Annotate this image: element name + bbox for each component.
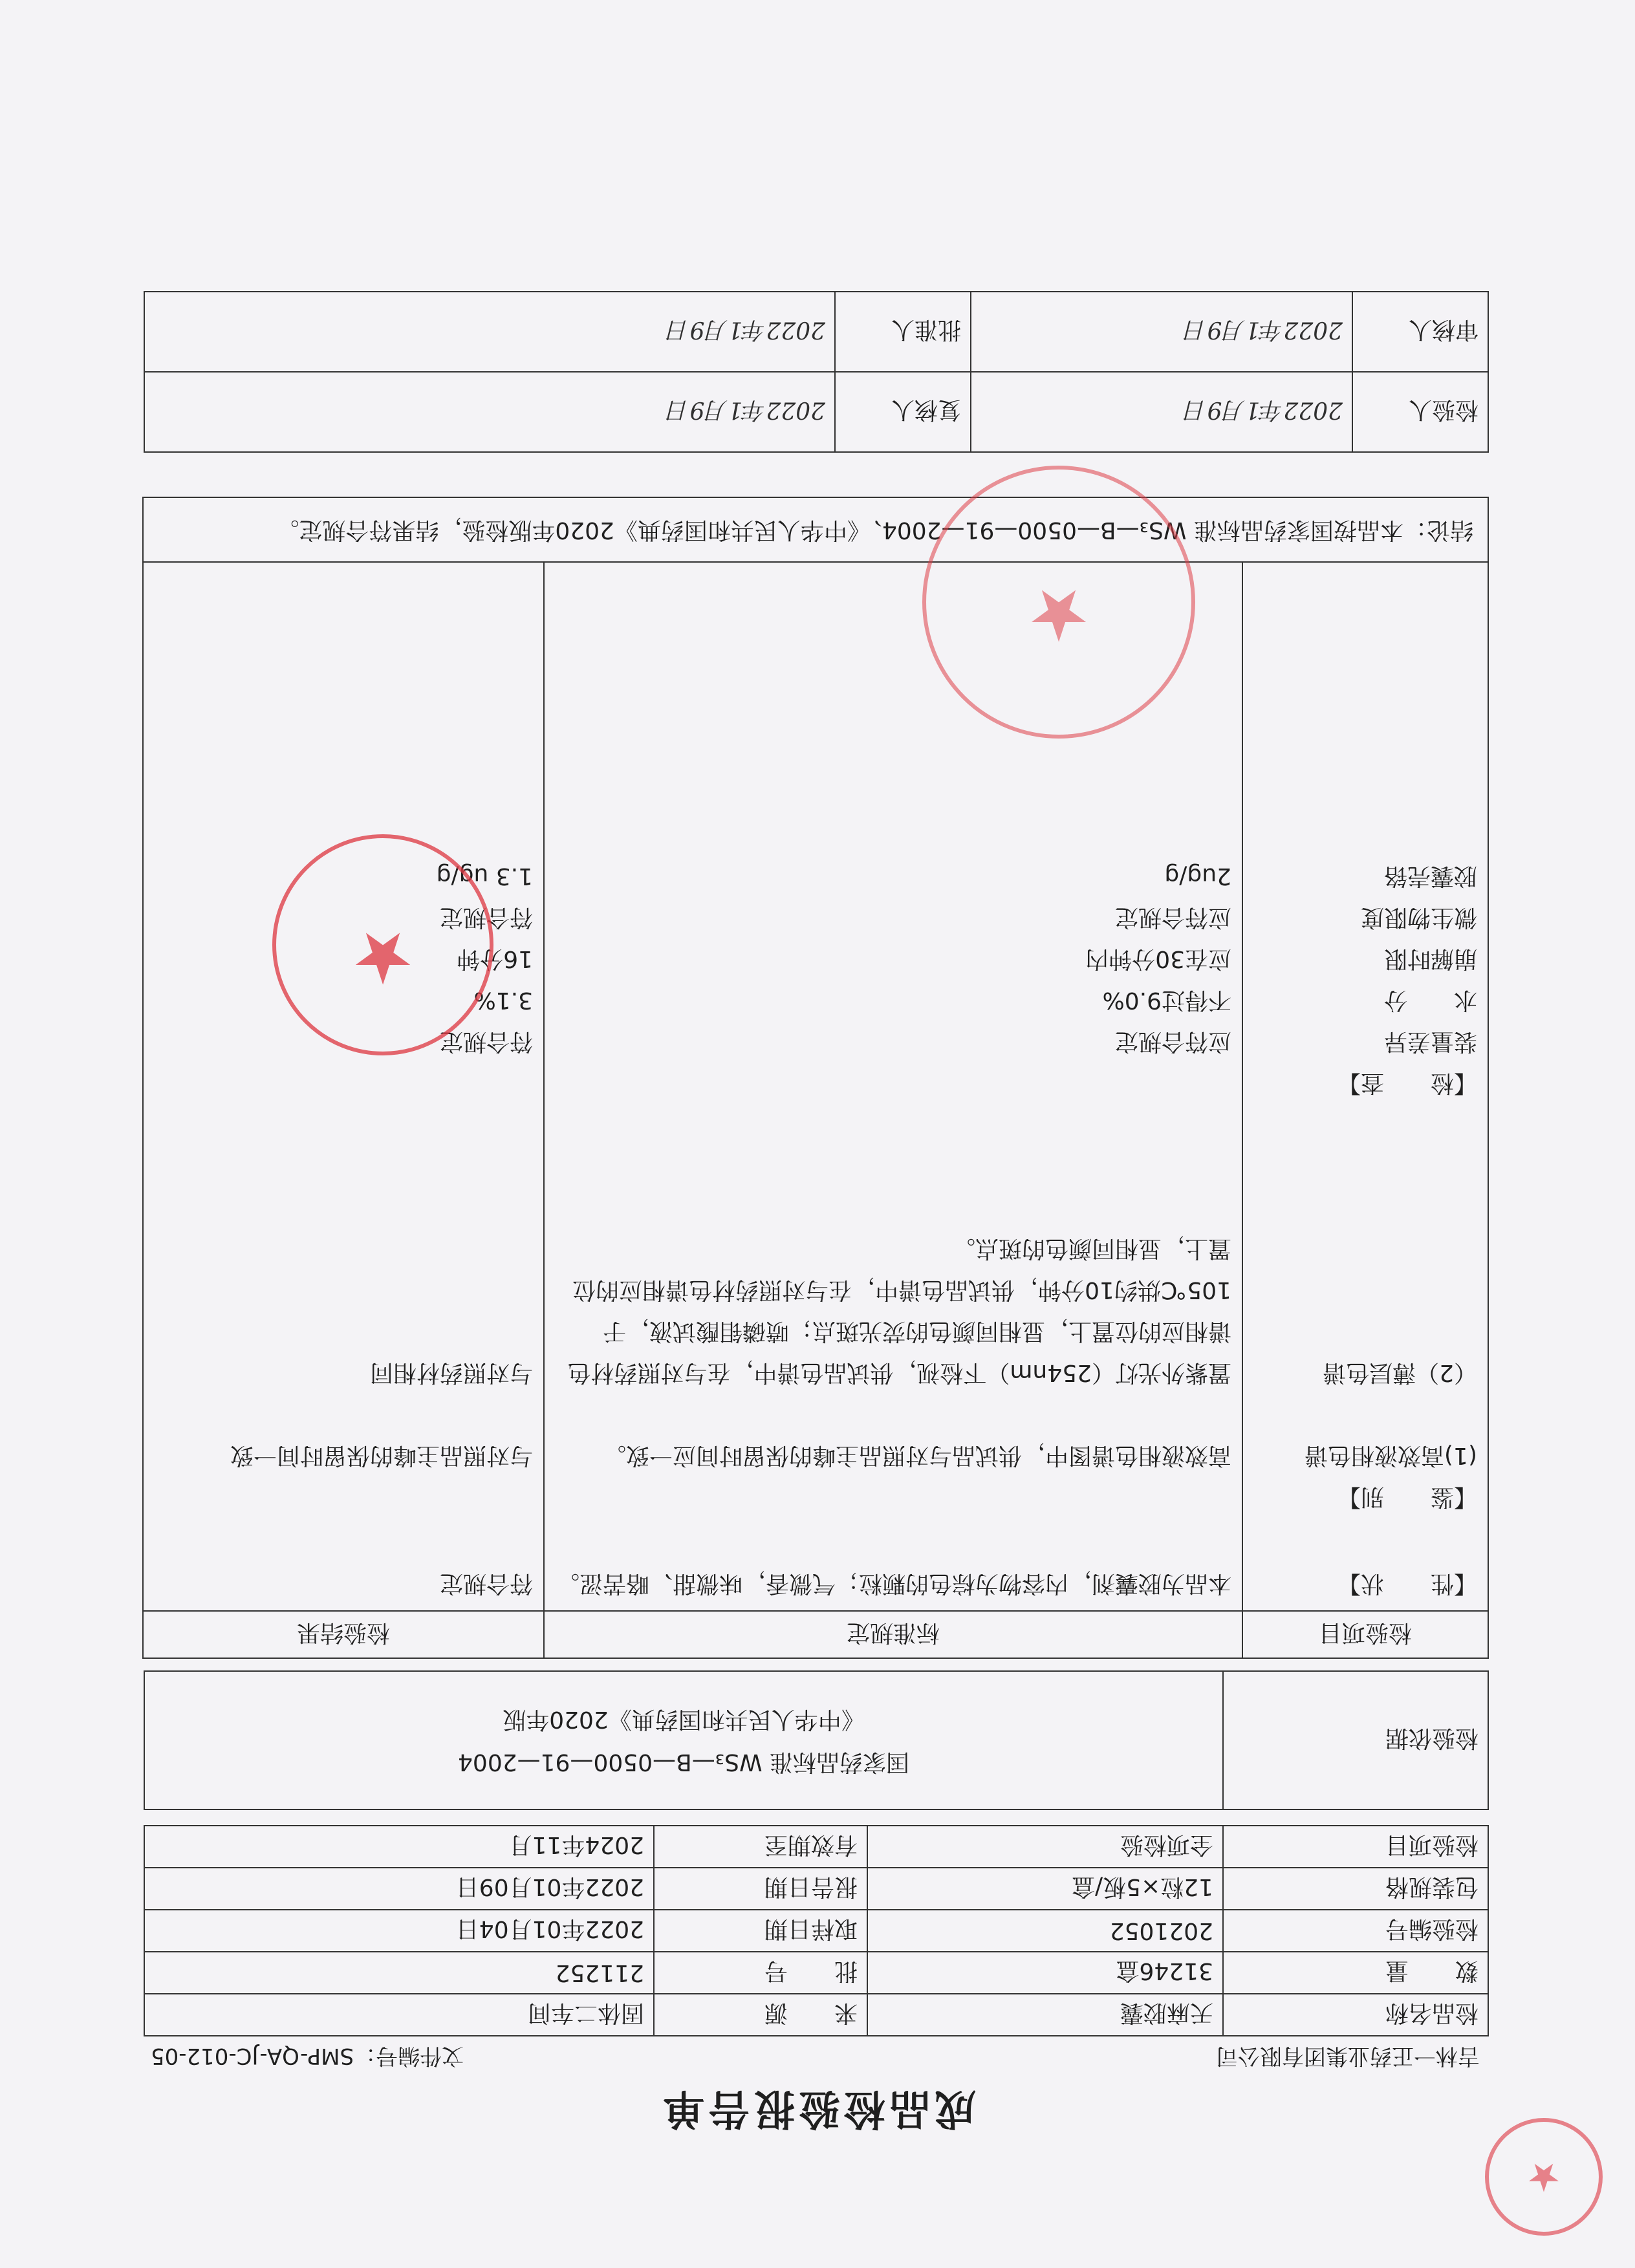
- signature-table: [144, 291, 1489, 453]
- test-items-label: 检验项目: [1223, 1826, 1488, 1868]
- test-basis-table: [144, 1670, 1489, 1810]
- standard-disintegration: 应在30分钟内: [1085, 945, 1231, 972]
- auditor-label: 审核人: [1352, 292, 1488, 372]
- package-value: 12粒×5板/盒: [867, 1868, 1223, 1910]
- test-basis-line-2: 《中华人民共和国药典》2020年版: [503, 1706, 865, 1733]
- result-disintegration: 16分钟: [457, 945, 533, 972]
- stamp-star-icon: ★: [1526, 2154, 1561, 2199]
- items-column: [1242, 562, 1488, 1611]
- auditor-date: 2022年1月9日: [1184, 316, 1343, 343]
- standard-microbial-limit: 应符合规定: [1114, 904, 1231, 931]
- auditor-signature: [971, 292, 1352, 372]
- table-row: [144, 1826, 1488, 1868]
- test-basis-label: 检验依据: [1223, 1671, 1488, 1809]
- item-appearance: 【性 状】: [1337, 1570, 1477, 1597]
- document-number: 文件编号：SMP-QA-JC-012-05: [151, 2043, 464, 2069]
- item-moisture: 水 分: [1383, 987, 1477, 1013]
- test-items-value: 全项检验: [867, 1826, 1223, 1868]
- table-row: [144, 1952, 1488, 1994]
- standard-hplc: 高效液相色谱图中，供试品与对照品主峰的保留时间应一致。: [602, 1442, 1231, 1469]
- sample-date-value: 2022年01月04日: [144, 1910, 654, 1952]
- header-test-item: 检验项目: [1242, 1611, 1488, 1658]
- item-microbial-limit: 微生物限度: [1360, 904, 1477, 931]
- expiry-value: 2024年11月: [144, 1826, 654, 1868]
- standards-column: [544, 562, 1242, 1611]
- standard-capsule-chromium: 2ug/g: [1164, 863, 1231, 889]
- batch-label: 批 号: [654, 1952, 867, 1994]
- product-name-value: 天麻胶囊: [867, 1994, 1223, 2036]
- item-inspection: 【检 查】: [1337, 1070, 1477, 1096]
- expiry-label: 有效期至: [654, 1826, 867, 1868]
- standard-appearance: 本品为胶囊剂，内容物为棕色的颗粒；气微香，味微甜、略苦涩。: [556, 1570, 1231, 1597]
- inspector-date: 2022年1月9日: [1184, 396, 1343, 424]
- results-table: [142, 497, 1489, 1659]
- result-tlc: 与对照药材相同: [369, 1359, 533, 1386]
- sample-date-label: 取样日期: [654, 1910, 867, 1952]
- item-spacer: [1253, 1517, 1477, 1562]
- qc-red-stamp: [272, 834, 493, 1055]
- approver-date: 2022年1月9日: [666, 316, 825, 343]
- reviewer-date: 2022年1月9日: [666, 396, 825, 424]
- test-basis-value: [144, 1671, 1223, 1809]
- result-identification: [154, 1476, 533, 1517]
- item-tlc: （2）薄层色谱: [1323, 1359, 1477, 1386]
- batch-value: 211252: [144, 1952, 654, 1994]
- approver-signature: [144, 292, 835, 372]
- reviewer-label: 复核人: [835, 372, 971, 452]
- table-row: [144, 1868, 1488, 1910]
- result-inspection: [154, 1062, 533, 1103]
- header-result: 检验结果: [143, 1611, 544, 1658]
- test-basis-line-1: 国家药品标准 WS₃—B—0500—91—2004: [457, 1749, 910, 1775]
- quantity-label: 数 量: [1223, 1952, 1488, 1994]
- table-row: [144, 372, 1488, 452]
- table-row: [144, 292, 1488, 372]
- result-weight-variation: 符合规定: [439, 1028, 533, 1055]
- result-appearance: 符合规定: [439, 1570, 533, 1597]
- result-capsule-chromium: 1.3 ug/g: [436, 863, 533, 889]
- approver-label: 批准人: [835, 292, 971, 372]
- inspector-signature: [971, 372, 1352, 452]
- standard-identification: [555, 1476, 1231, 1517]
- quantity-value: 31246盒: [867, 1952, 1223, 1994]
- test-number-value: 2021052: [867, 1910, 1223, 1952]
- results-column: [143, 562, 544, 1611]
- result-moisture: 3.1%: [473, 987, 533, 1013]
- item-hplc: (1)高效液相色谱: [1305, 1442, 1477, 1469]
- stamp-star-icon: ★: [1026, 574, 1091, 656]
- stamp-star-icon: ★: [351, 916, 415, 999]
- conclusion-text: 结论：本品按国家药品标准 WS₃—B—0500—91—2004、《中华人民共和国药典》2020年版检验，结果符合规定。: [143, 497, 1488, 562]
- source-value: 固体二车间: [144, 1994, 654, 2036]
- item-capsule-chromium: 胶囊壳铬: [1383, 863, 1477, 889]
- report-title: 成品检验报告单: [659, 2084, 976, 2133]
- corner-stamp: [1485, 2118, 1603, 2236]
- standard-tlc: 置紫外光灯（254nm）下检视，供试品色谱中，在与对照药材色谱相应的位置上，显相同颜色的荧光斑点；喷磷钼酸试液，于105℃烘约10分钟，供试品色谱中，在与对照药材色谱相应的位置上，显相同颜色的斑点。: [567, 1235, 1231, 1386]
- inspector-label: 检验人: [1352, 372, 1488, 452]
- standard-moisture: 不得过9.0%: [1102, 987, 1231, 1013]
- report-date-value: 2022年01月09日: [144, 1868, 654, 1910]
- table-row: [144, 1910, 1488, 1952]
- report-date-label: 报告日期: [654, 1868, 867, 1910]
- sample-info-table: [144, 1825, 1489, 2036]
- company-red-stamp: [922, 466, 1195, 739]
- source-label: 来 源: [654, 1994, 867, 2036]
- company-name: 吉林一正药业集团有限公司: [1216, 2043, 1480, 2069]
- header-standard: 标准规定: [544, 1611, 1242, 1658]
- standard-inspection: [555, 1062, 1231, 1103]
- reviewer-signature: [144, 372, 835, 452]
- result-hplc: 与对照品主峰的保留时间一致: [230, 1442, 533, 1469]
- table-row: [144, 1994, 1488, 2036]
- results-body-row: [143, 562, 1488, 1611]
- item-identification: 【鉴 别】: [1337, 1484, 1477, 1510]
- conclusion-row: [143, 497, 1488, 562]
- results-header-row: [143, 1611, 1488, 1658]
- item-disintegration: 崩解时限: [1383, 945, 1477, 972]
- standard-weight-variation: 应符合规定: [1114, 1028, 1231, 1055]
- test-number-label: 检验编号: [1223, 1910, 1488, 1952]
- table-row: [144, 1671, 1488, 1809]
- product-name-label: 检品名称: [1223, 1994, 1488, 2036]
- result-microbial-limit: 符合规定: [439, 904, 533, 931]
- item-weight-variation: 装量差异: [1383, 1028, 1477, 1055]
- package-label: 包装规格: [1223, 1868, 1488, 1910]
